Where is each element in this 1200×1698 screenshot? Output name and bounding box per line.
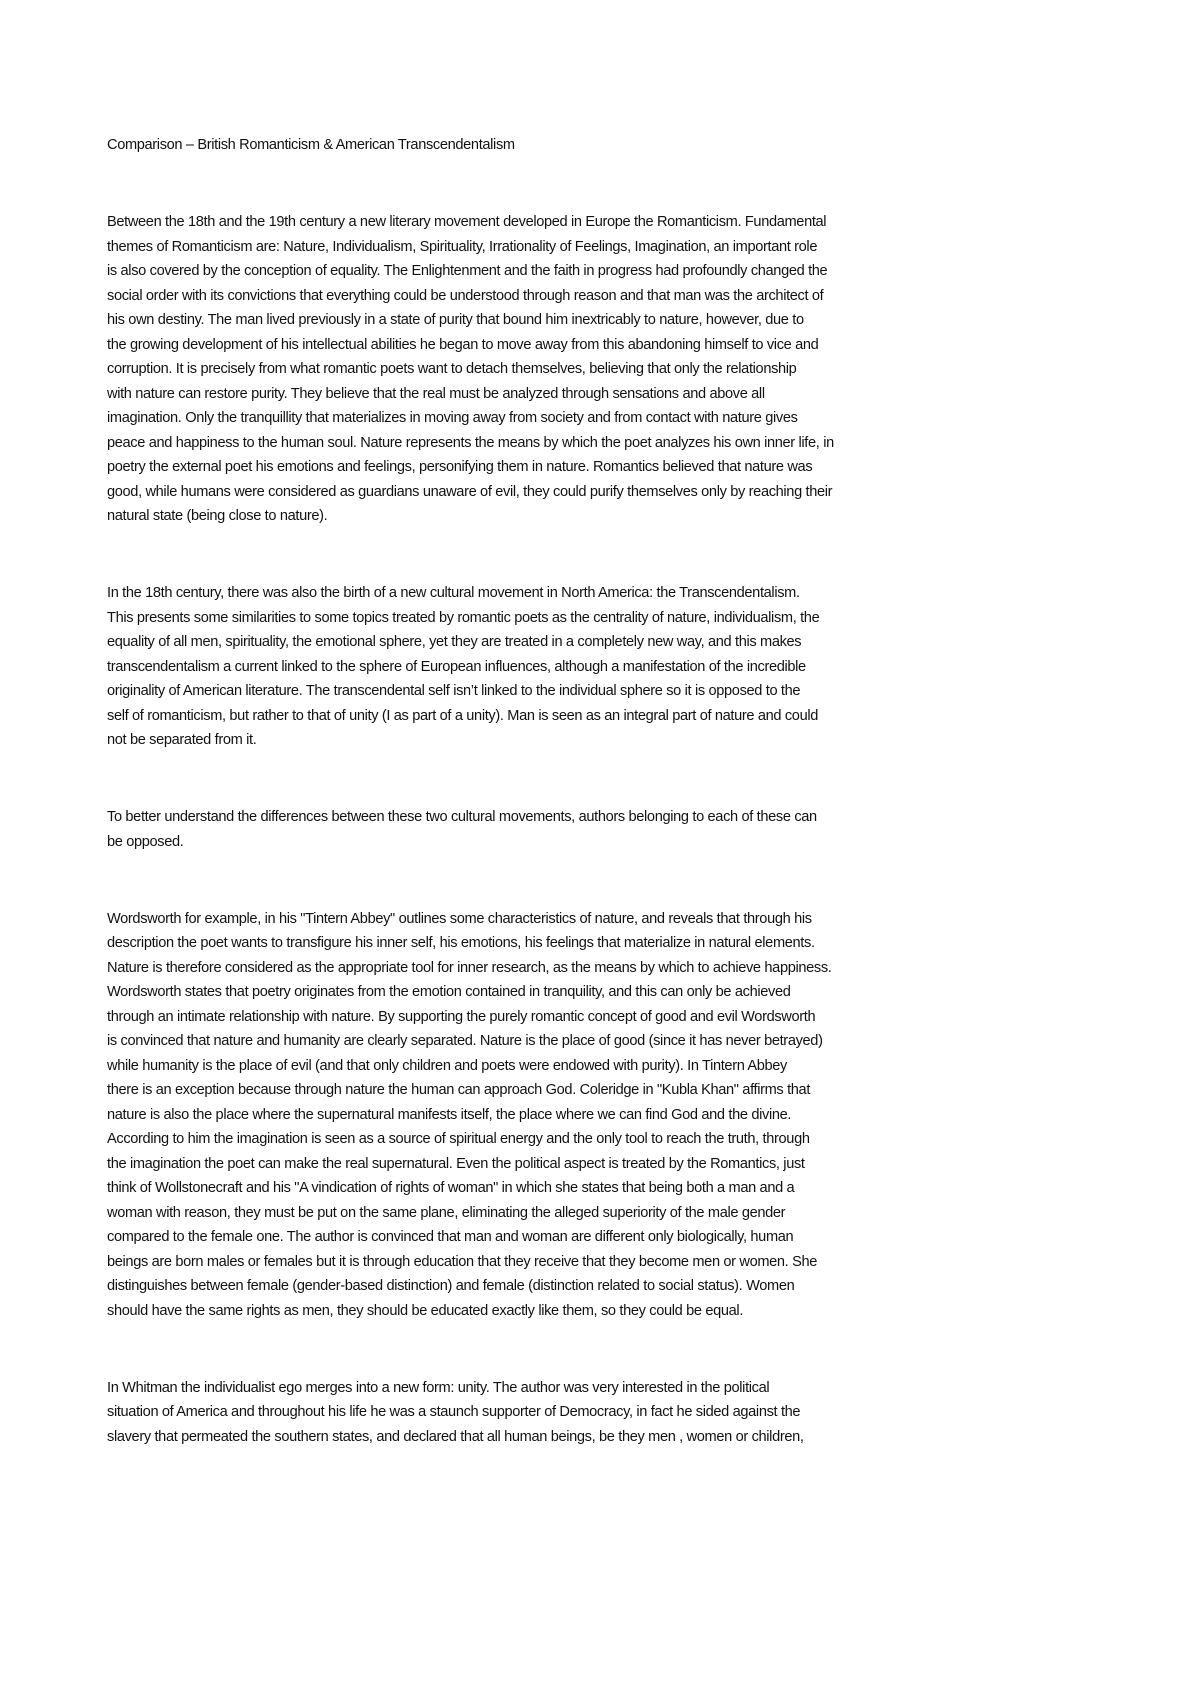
paragraph — [107, 805, 1067, 854]
paragraph — [107, 907, 1067, 1324]
text-line: woman with reason, they must be put on the same plane, eliminating the alleged superiority of the male gender — [107, 1204, 786, 1221]
text-line: should have the same rights as men, they should be educated exactly like them, so they could be equal. — [107, 1302, 744, 1319]
text-line: Between the 18th and the 19th century a new literary movement developed in Europe the Romanticism. Fundamental — [107, 214, 827, 230]
text-line: themes of Romanticism are: Nature, Individualism, Spirituality, Irrationality of Feelings, Imagination, an important role — [107, 238, 818, 255]
text-line: corruption. It is precisely from what romantic poets want to detach themselves, believing that only the relationship — [107, 361, 797, 377]
paragraph — [107, 210, 1067, 529]
text-line: situation of America and throughout his life he was a staunch supporter of Democracy, in fact he sided against the — [107, 1404, 801, 1420]
text-line: the growing development of his intellectual abilities he began to move away from this abandoning himself to vice and — [107, 336, 819, 353]
paragraph-spacer — [107, 1323, 1067, 1376]
text-line: beings are born males or females but it is through education that they receive that they become men or women. She — [107, 1253, 818, 1270]
text-line: is convinced that nature and humanity are clearly separated. Nature is the place of good (since it has never betrayed) — [107, 1033, 823, 1049]
text-line: In the 18th century, there was also the birth of a new cultural movement in North America: the Transcendentalism. — [107, 585, 800, 601]
text-line: be opposed. — [107, 833, 184, 850]
text-line: description the poet wants to transfigure his inner self, his emotions, his feelings that materialize in natural elements. — [107, 935, 815, 951]
text-line: poetry the external poet his emotions and feelings, personifying them in nature. Romantics believed that nature was — [107, 459, 813, 475]
text-line: is also covered by the conception of equality. The Enlightenment and the faith in progress had profoundly changed the — [107, 263, 828, 279]
text-line: social order with its convictions that everything could be understood through reason and that man was the architect of — [107, 287, 824, 304]
text-line: According to him the imagination is seen as a source of spiritual energy and the only tool to reach the truth, through — [107, 1131, 810, 1147]
text-line: think of Wollstonecraft and his "A vindication of rights of woman" in which she states that being both a man and a — [107, 1180, 795, 1196]
paragraph-spacer — [107, 753, 1067, 806]
text-line: distinguishes between female (gender-based distinction) and female (distinction related to social status). Women — [107, 1278, 795, 1294]
text-line: peace and happiness to the human soul. Nature represents the means by which the poet analyzes his own inner life, in — [107, 434, 834, 451]
text-line: not be separated from it. — [107, 732, 257, 748]
paragraph — [107, 581, 1067, 753]
text-line: good, while humans were considered as guardians unaware of evil, they could purify themselves only by reaching their — [107, 483, 833, 500]
text-line: with nature can restore purity. They believe that the real must be analyzed through sensations and above all — [107, 385, 765, 402]
document-page — [107, 133, 1067, 1449]
text-line: while humanity is the place of evil (and that only children and poets were endowed with purity). In Tintern Abbey — [107, 1057, 788, 1074]
text-line: This presents some similarities to some topics treated by romantic poets as the centrality of nature, individualism, the — [107, 609, 820, 626]
text-line: imagination. Only the tranquillity that materializes in moving away from society and from contact with nature gives — [107, 410, 798, 426]
paragraph-spacer — [107, 854, 1067, 907]
text-line: Nature is therefore considered as the appropriate tool for inner research, as the means by which to achieve happiness. — [107, 959, 832, 976]
text-line: the imagination the poet can make the real supernatural. Even the political aspect is treated by the Romantics, just — [107, 1155, 805, 1172]
text-line: To better understand the differences between these two cultural movements, authors belonging to each of these can — [107, 809, 817, 825]
paragraph — [107, 1376, 1067, 1450]
document-body — [107, 210, 1067, 1449]
text-line: Wordsworth for example, in his "Tintern Abbey" outlines some characteristics of nature, and reveals that through his — [107, 910, 812, 927]
text-line: nature is also the place where the supernatural manifests itself, the place where we can find God and the divine. — [107, 1106, 792, 1123]
text-line: transcendentalism a current linked to the sphere of European influences, although a manifestation of the incredible — [107, 658, 806, 675]
text-line: self of romanticism, but rather to that of unity (I as part of a unity). Man is seen as an integral part of nature and could — [107, 707, 819, 724]
text-line: originality of American literature. The transcendental self isn’t linked to the individual sphere so it is opposed to the — [107, 683, 801, 699]
text-line: In Whitman the individualist ego merges into a new form: unity. The author was very interested in the political — [107, 1379, 770, 1396]
text-line: there is an exception because through nature the human can approach God. Coleridge in "Kubla Khan" affirms that — [107, 1082, 811, 1098]
paragraph-spacer — [107, 529, 1067, 582]
text-line: his own destiny. The man lived previously in a state of purity that bound him inextricably to nature, however, due to — [107, 312, 804, 328]
text-line: Wordsworth states that poetry originates from the emotion contained in tranquility, and this can only be achieved — [107, 984, 791, 1000]
text-line: equality of all men, spirituality, the emotional sphere, yet they are treated in a completely new way, and this makes — [107, 634, 802, 650]
text-line: slavery that permeated the southern states, and declared that all human beings, be they men , women or children, — [107, 1428, 804, 1445]
text-line: natural state (being close to nature). — [107, 508, 328, 524]
spacer — [107, 158, 1067, 211]
text-line: through an intimate relationship with nature. By supporting the purely romantic concept of good and evil Wordsworth — [107, 1008, 816, 1025]
text-line: compared to the female one. The author is convinced that man and woman are different only biologically, human — [107, 1229, 794, 1245]
document-title: Comparison – British Romanticism & American Transcendentalism — [107, 137, 515, 153]
